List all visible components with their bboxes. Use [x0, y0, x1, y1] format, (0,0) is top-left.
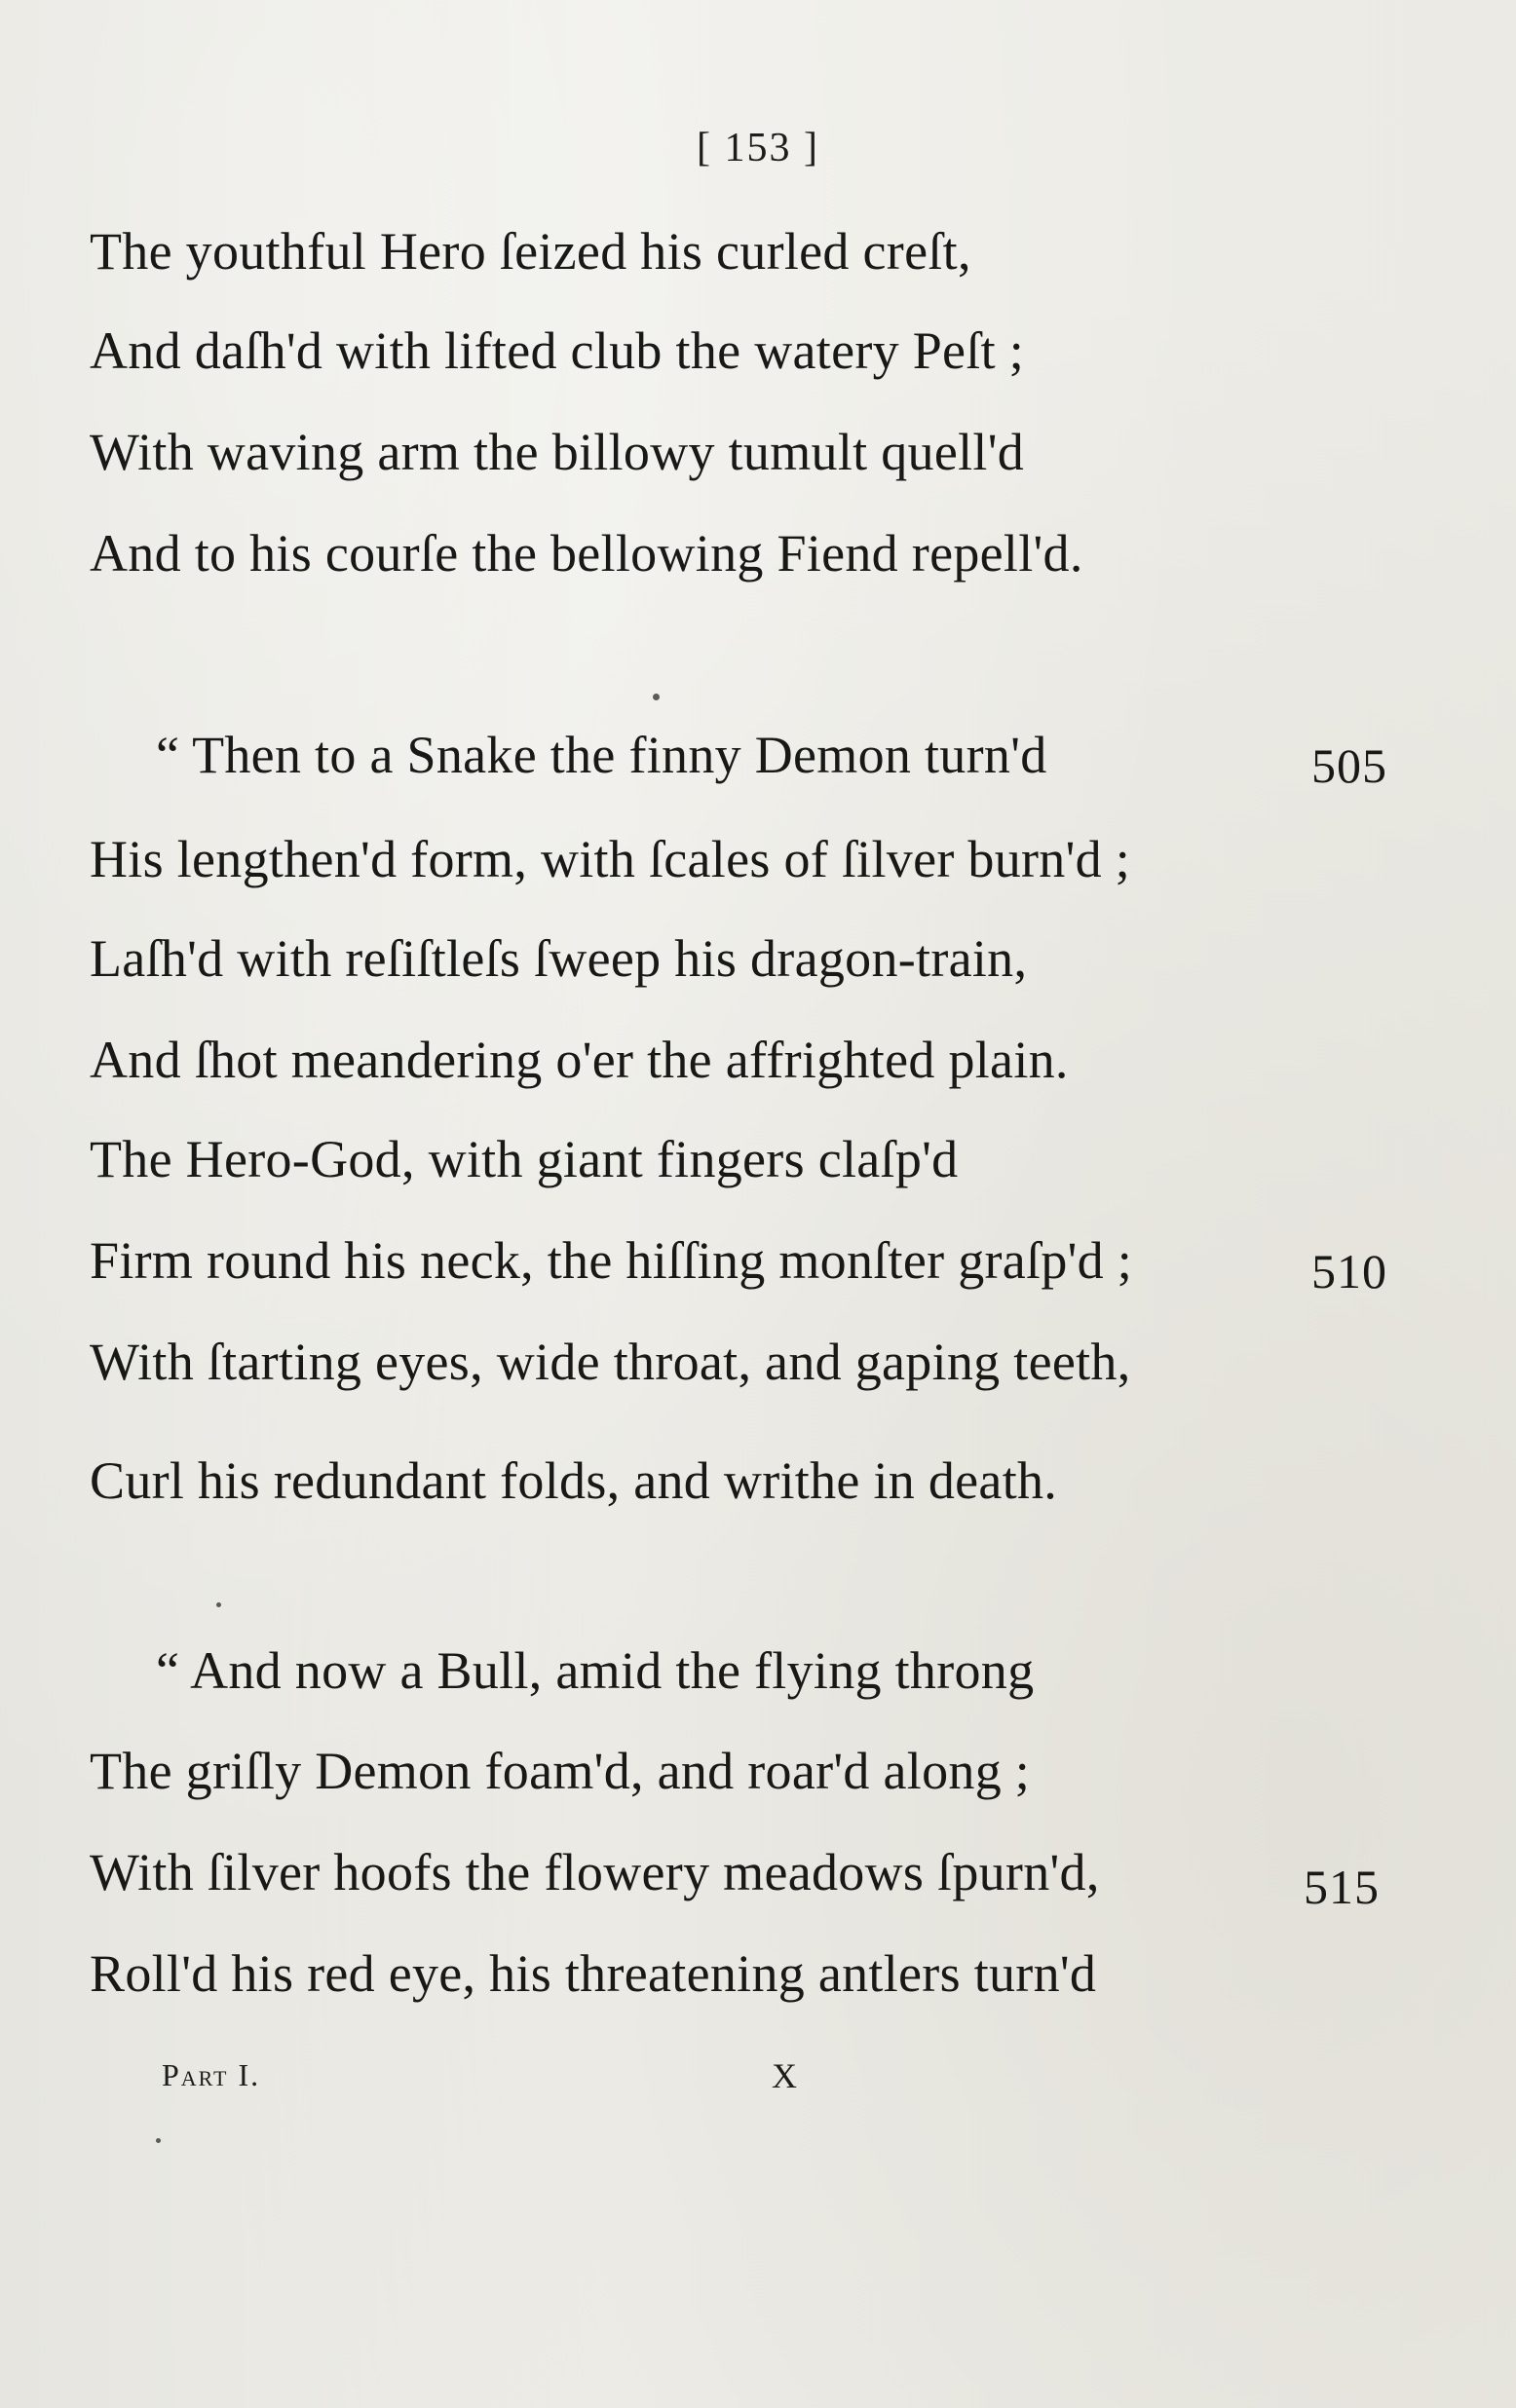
poem-line: And daſh'd with lifted club the watery Peſt ; [90, 321, 1025, 380]
poem-line: His lengthen'd form, with ſcales of ſilver burn'd ; [90, 830, 1131, 888]
poem-line: Curl his redundant folds, and writhe in death. [90, 1451, 1058, 1510]
ink-speck [216, 1602, 221, 1607]
poem-line: The youthful Hero ſeized his curled creſt, [90, 222, 971, 281]
line-number: 515 [1304, 1860, 1380, 1914]
poem-line: Firm round his neck, the hiſſing monſter graſp'd ; [90, 1231, 1133, 1290]
poem-line: With waving arm the billowy tumult quell'd [90, 423, 1025, 481]
signature-mark: X [772, 2056, 799, 2095]
poem-line: “ And now a Bull, amid the flying throng [156, 1641, 1035, 1700]
poem-line: The griſly Demon foam'd, and roar'd along ; [90, 1742, 1031, 1800]
poem-line: And to his courſe the bellowing Fiend repell'd. [90, 524, 1083, 583]
page-number: [ 153 ] [697, 126, 819, 170]
poem-line: And ſhot meandering o'er the affrighted plain. [90, 1031, 1069, 1089]
ink-speck [653, 694, 660, 700]
poem-line: Roll'd his red eye, his threatening antlers turn'd [90, 1944, 1097, 2003]
poem-line: Laſh'd with reſiſtleſs ſweep his dragon-train, [90, 929, 1028, 988]
signature-part-label: Part I. [162, 2057, 261, 2092]
line-number: 510 [1311, 1244, 1387, 1298]
poem-line: “ Then to a Snake the finny Demon turn'd [156, 726, 1047, 784]
poem-line: With ſilver hoofs the flowery meadows ſpurn'd, [90, 1843, 1100, 1901]
ink-speck [156, 2138, 161, 2143]
line-number: 505 [1311, 738, 1387, 793]
poem-line: With ſtarting eyes, wide throat, and gaping teeth, [90, 1333, 1131, 1391]
poem-line: The Hero-God, with giant fingers claſp'd [90, 1130, 959, 1188]
